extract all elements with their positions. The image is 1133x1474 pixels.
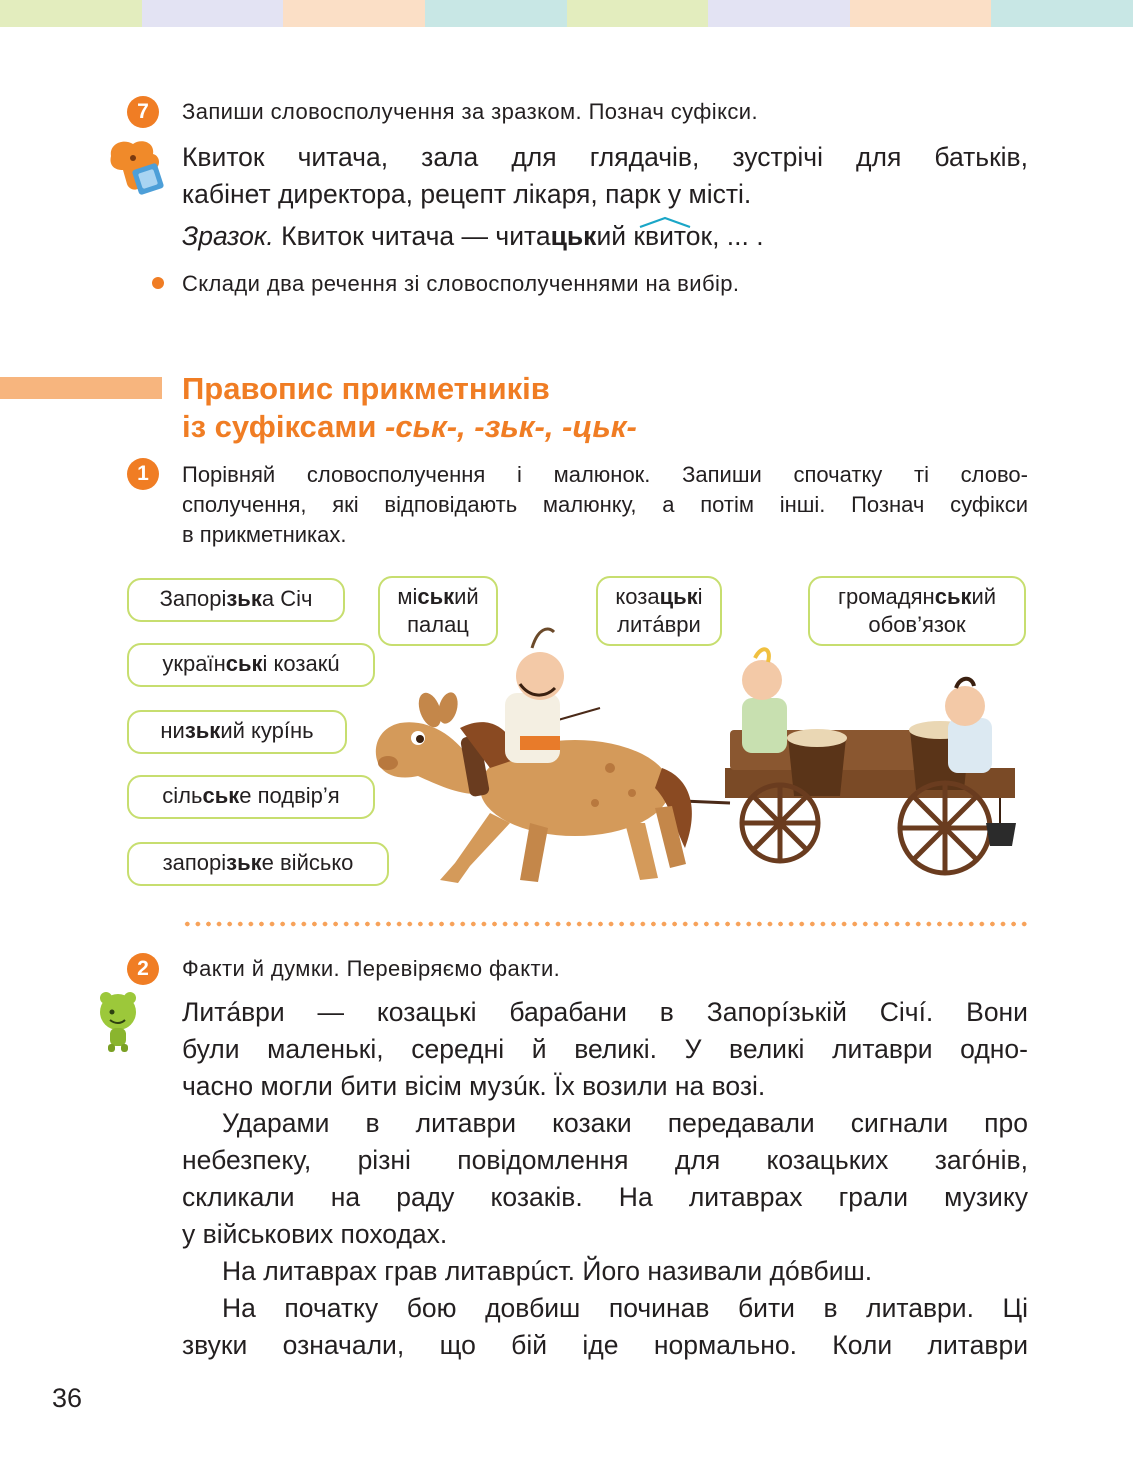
orange-mascot-icon (103, 136, 169, 200)
task-line: сполучення, які відповідають малюнку, а потім інші. Познач суфікси (182, 492, 1028, 517)
suffix-mark-icon (638, 216, 692, 228)
heading-line-2 (182, 408, 637, 446)
text-line: кабінет директора, рецепт лікаря, парк у місті. (182, 179, 752, 209)
sample-end: ий квиток, ... . (596, 221, 764, 251)
section-heading (182, 370, 637, 446)
pill-text: коза (615, 584, 660, 609)
pill-line (380, 583, 496, 611)
pill-text: е подвір’я (239, 783, 340, 808)
cossacks-cart-illustration (370, 618, 1036, 898)
pill-text: Запорі (159, 586, 227, 611)
pill-text: мі (397, 584, 418, 609)
exercise7-text (182, 139, 1028, 213)
pill-line: литáври (617, 612, 701, 637)
task-line: в прикметниках. (182, 522, 347, 547)
pill-text: ий (454, 584, 479, 609)
heading-bar (0, 377, 162, 399)
phrase-pill (127, 710, 347, 754)
exercise-number-badge: 7 (127, 96, 159, 128)
pill-text: сіль (162, 783, 203, 808)
stripe (425, 0, 567, 27)
sample-suffix: цьк (550, 221, 597, 251)
pill-text: запорі (162, 850, 227, 875)
phrase-pill (127, 842, 389, 886)
sample-start: Квиток читача — чита (281, 221, 551, 251)
text-line: Литáври — козацькі барабани в Запорíзькій Січí. Вони (182, 997, 1028, 1027)
pill-suffix: зьк (226, 586, 262, 611)
pill-suffix: зьк (184, 718, 221, 743)
pill-text: і козакú (262, 651, 340, 676)
pill-suffix: ськ (225, 651, 263, 676)
pill-suffix: цьк (659, 584, 698, 609)
pill-suffix: ськ (202, 783, 240, 808)
pill-suffix: зьк (226, 850, 262, 875)
exercise2-text (182, 994, 1028, 1364)
pill-line (810, 583, 1024, 611)
heading-suffixes: -ськ-, -зьк-, -цьк- (385, 409, 637, 444)
pill-line (598, 583, 720, 611)
stripe (0, 0, 142, 27)
pill-line: обов’язок (868, 612, 966, 637)
bullet-task: Склади два речення зі словосполученнями на вибір. (182, 271, 740, 296)
phrase-pill (127, 578, 345, 622)
pill-text: і (697, 584, 703, 609)
exercise-task: Запиши словосполучення за зразком. Познач суфікси. (182, 99, 758, 124)
exercise-number-badge: 2 (127, 953, 159, 985)
stripe (283, 0, 425, 27)
heading-line-1: Правопис прикметників (182, 371, 550, 406)
stripe (567, 0, 709, 27)
phrase-pill (127, 643, 375, 687)
sample-label: Зразок. (182, 221, 274, 251)
green-mascot-icon (92, 990, 144, 1054)
task-line: Порівняй словосполучення і малюнок. Запиши спочатку ті слово- (182, 462, 1028, 487)
text-line: були маленькі, середні й великі. У великі литаври одно- (182, 1034, 1028, 1064)
text-line: На початку бою довбиш починав бити в литаври. Ці (222, 1293, 1028, 1323)
text-line: у військових походах. (182, 1219, 448, 1249)
pill-text: україн (162, 651, 226, 676)
pill-suffix: ськ (934, 584, 972, 609)
text-line: На литаврах грав литаврúст. Його називали дóвбиш. (222, 1256, 873, 1286)
exercise-number-badge: 1 (127, 458, 159, 490)
stripe (142, 0, 284, 27)
pill-text: громадян (837, 584, 935, 609)
text-line: звуки означали, що бій іде нормально. Коли литаври (182, 1330, 1028, 1360)
pill-line: палац (407, 612, 469, 637)
bullet-icon (152, 277, 164, 289)
dotted-divider (182, 921, 1028, 927)
page-number: 36 (52, 1383, 83, 1413)
pill-text: ий (971, 584, 997, 609)
text-line: небезпеку, різні повідомлення для козацьких загóнів, (182, 1145, 1028, 1175)
exercise1-task (182, 460, 1028, 550)
pill-text: е військо (261, 850, 354, 875)
text-line: Квиток читача, зала для глядачів, зустрічі для батьків, (182, 142, 1028, 172)
text-line: скликали на раду козаків. На литаврах грали музику (182, 1182, 1028, 1212)
stripe (850, 0, 992, 27)
pill-text: а Січ (261, 586, 313, 611)
pill-suffix: ськ (417, 584, 455, 609)
pill-text: ий курíнь (220, 718, 314, 743)
phrase-pill (127, 775, 375, 819)
stripe (708, 0, 850, 27)
top-color-stripes (0, 0, 1133, 27)
text-line: часно могли бити вісім музúк. Їх возили на возі. (182, 1071, 766, 1101)
cossack-icon (505, 693, 560, 763)
heading-line-2-start: із суфіксами (182, 409, 386, 444)
text-line: Ударами в литаври козаки передавали сигнали про (222, 1108, 1028, 1138)
stripe (991, 0, 1133, 27)
exercise-task: Факти й думки. Перевіряємо факти. (182, 956, 561, 981)
pill-text: ни (160, 718, 185, 743)
